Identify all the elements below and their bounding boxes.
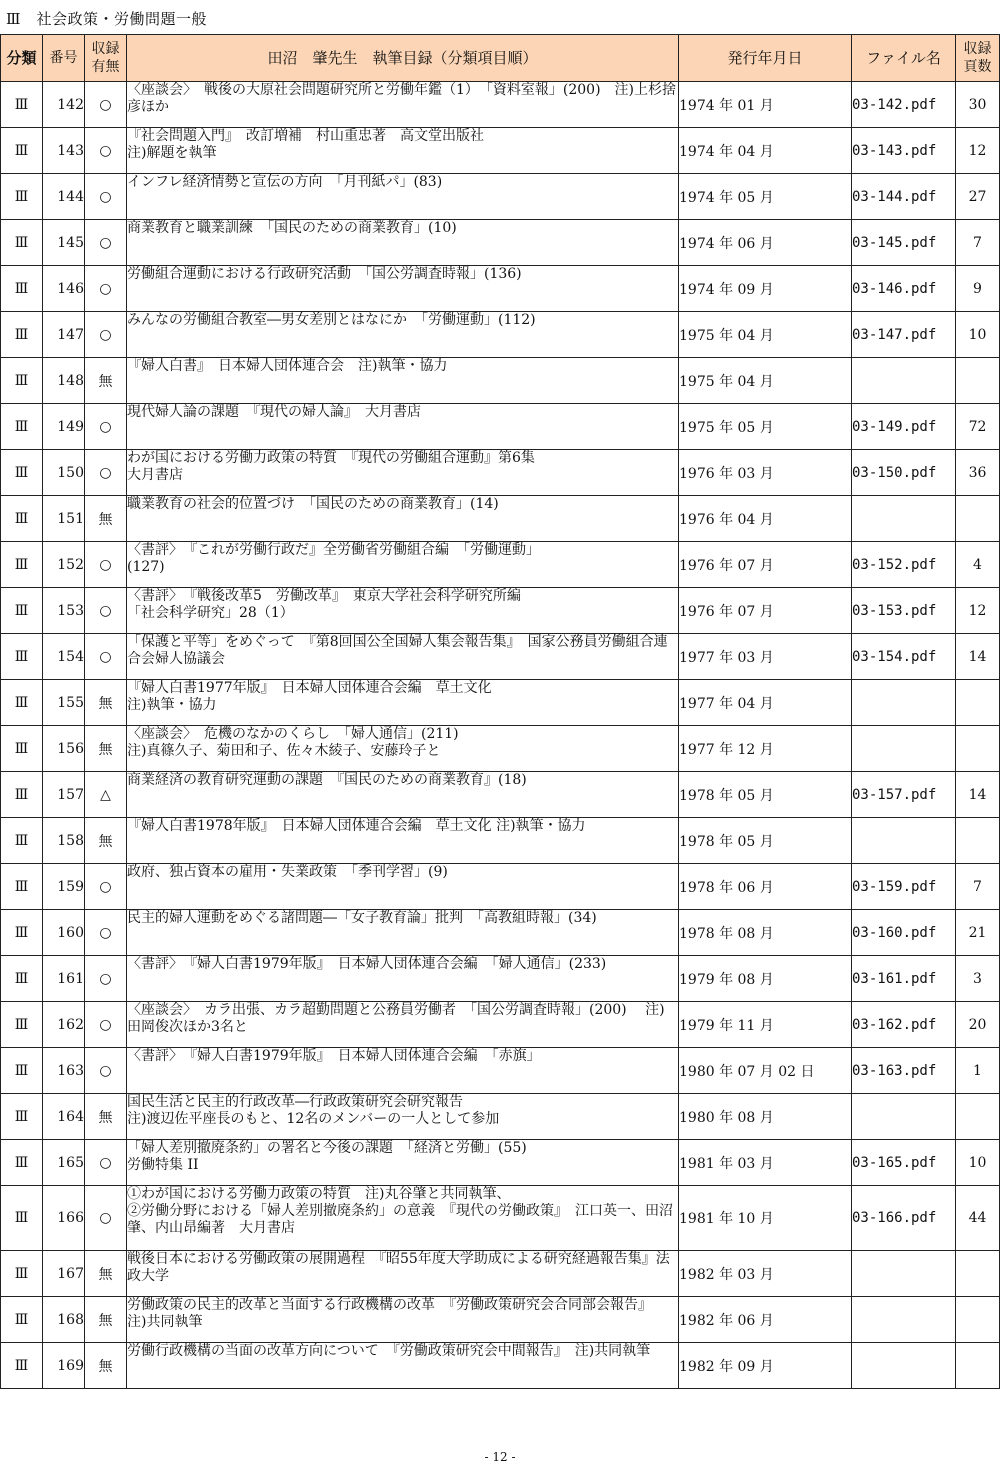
row-number: 165: [43, 1140, 85, 1186]
row-page-count: [956, 1251, 1000, 1297]
row-page-count: 14: [956, 772, 1000, 818]
row-bunrui: Ⅲ: [1, 1251, 43, 1297]
row-page-count: 10: [956, 312, 1000, 358]
section-title: Ⅲ 社会政策・労働問題一般: [6, 10, 207, 28]
table-row: [1, 864, 1000, 910]
row-title: 国民生活と民主的行政改革―行政政策研究会研究報告 注)渡辺佐平座長のもと、12名のメンバーの一人として参加: [127, 1094, 679, 1140]
row-file-name: 03-144.pdf: [852, 174, 956, 220]
row-file-name: 03-142.pdf: [852, 82, 956, 128]
row-date: 1978 年 05 月: [679, 818, 852, 864]
row-bunrui: Ⅲ: [1, 726, 43, 772]
row-title: 現代婦人論の課題 『現代の婦人論』 大月書店: [127, 404, 679, 450]
row-title: 労働政策の民主的改革と当面する行政機構の改革 『労働政策研究会合同部会報告』 注)共同執筆: [127, 1297, 679, 1343]
row-title: 労働行政機構の当面の改革方向について 『労働政策研究会中間報告』 注)共同執筆: [127, 1343, 679, 1389]
row-number: 161: [43, 956, 85, 1002]
table-row: [1, 312, 1000, 358]
row-bunrui: Ⅲ: [1, 128, 43, 174]
table-row: [1, 266, 1000, 312]
row-date: 1979 年 11 月: [679, 1002, 852, 1048]
row-page-count: 72: [956, 404, 1000, 450]
row-date: 1974 年 06 月: [679, 220, 852, 266]
row-file-name: 03-154.pdf: [852, 634, 956, 680]
row-bunrui: Ⅲ: [1, 910, 43, 956]
row-date: 1980 年 08 月: [679, 1094, 852, 1140]
table-row: [1, 588, 1000, 634]
row-bunrui: Ⅲ: [1, 864, 43, 910]
row-date: 1976 年 04 月: [679, 496, 852, 542]
row-date: 1978 年 06 月: [679, 864, 852, 910]
row-number: 166: [43, 1186, 85, 1251]
row-shuroku-mark: ○: [85, 588, 127, 634]
header-shuroku: [85, 35, 127, 82]
table-row: [1, 772, 1000, 818]
table-row: [1, 496, 1000, 542]
row-shuroku-mark: ○: [85, 128, 127, 174]
row-shuroku-mark: ○: [85, 910, 127, 956]
header-file: ファイル名: [852, 35, 956, 82]
row-title: 〈座談会〉 戦後の大原社会問題研究所と労働年鑑（1） 「資料室報」(200) 注)上杉捨彦ほか: [127, 82, 679, 128]
row-file-name: 03-149.pdf: [852, 404, 956, 450]
row-title: 戦後日本における労働政策の展開過程 『昭55年度大学助成による研究経過報告集』法政大学: [127, 1251, 679, 1297]
table-row: [1, 404, 1000, 450]
row-page-count: 4: [956, 542, 1000, 588]
table-row: [1, 174, 1000, 220]
row-number: 147: [43, 312, 85, 358]
row-page-count: [956, 1297, 1000, 1343]
table-row: [1, 680, 1000, 726]
row-page-count: [956, 818, 1000, 864]
row-file-name: [852, 496, 956, 542]
row-file-name: 03-153.pdf: [852, 588, 956, 634]
row-bunrui: Ⅲ: [1, 1002, 43, 1048]
row-date: 1981 年 10 月: [679, 1186, 852, 1251]
row-number: 163: [43, 1048, 85, 1094]
row-bunrui: Ⅲ: [1, 1343, 43, 1389]
table-row: [1, 818, 1000, 864]
page-number: - 12 -: [484, 1450, 516, 1464]
row-file-name: 03-147.pdf: [852, 312, 956, 358]
row-bunrui: Ⅲ: [1, 450, 43, 496]
row-bunrui: Ⅲ: [1, 1140, 43, 1186]
row-date: 1976 年 03 月: [679, 450, 852, 496]
row-title: 商業経済の教育研究運動の課題 『国民のための商業教育』(18): [127, 772, 679, 818]
row-shuroku-mark: ○: [85, 1002, 127, 1048]
row-shuroku-mark: 無: [85, 1251, 127, 1297]
header-pages-line1: 収録: [963, 41, 992, 57]
table-row: [1, 910, 1000, 956]
table-row: [1, 1094, 1000, 1140]
row-shuroku-mark: 無: [85, 818, 127, 864]
row-title: 商業教育と職業訓練 「国民のための商業教育」(10): [127, 220, 679, 266]
row-file-name: [852, 818, 956, 864]
row-page-count: 7: [956, 864, 1000, 910]
row-page-count: 3: [956, 956, 1000, 1002]
row-shuroku-mark: ○: [85, 542, 127, 588]
table-row: [1, 726, 1000, 772]
table-row: [1, 82, 1000, 128]
header-pages: [956, 35, 1000, 82]
row-date: 1979 年 08 月: [679, 956, 852, 1002]
row-number: 144: [43, 174, 85, 220]
row-file-name: 03-161.pdf: [852, 956, 956, 1002]
table-row: [1, 1140, 1000, 1186]
row-file-name: [852, 1094, 956, 1140]
row-title: 『婦人白書』 日本婦人団体連合会 注)執筆・協力: [127, 358, 679, 404]
row-page-count: 36: [956, 450, 1000, 496]
row-number: 160: [43, 910, 85, 956]
row-date: 1977 年 03 月: [679, 634, 852, 680]
row-file-name: [852, 358, 956, 404]
row-date: 1978 年 05 月: [679, 772, 852, 818]
header-shuroku-line1: 収録: [91, 41, 120, 57]
table-row: [1, 1002, 1000, 1048]
row-page-count: 27: [956, 174, 1000, 220]
row-file-name: 03-160.pdf: [852, 910, 956, 956]
row-number: 145: [43, 220, 85, 266]
row-page-count: [956, 680, 1000, 726]
row-title: 〈書評〉 『これが労働行政だ』全労働省労働組合編 「労働運動」 (127): [127, 542, 679, 588]
row-title: みんなの労働組合教室―男女差別とはなにか 「労働運動」(112): [127, 312, 679, 358]
header-shuroku-line2: 有無: [91, 59, 120, 75]
row-number: 169: [43, 1343, 85, 1389]
row-page-count: 20: [956, 1002, 1000, 1048]
row-title: 〈書評〉 『婦人白書1979年版』 日本婦人団体連合会編 「婦人通信」(233): [127, 956, 679, 1002]
row-file-name: 03-162.pdf: [852, 1002, 956, 1048]
header-bango: 番号: [43, 35, 85, 82]
row-shuroku-mark: ○: [85, 956, 127, 1002]
row-number: 148: [43, 358, 85, 404]
header-date: 発行年月日: [679, 35, 852, 82]
row-page-count: 9: [956, 266, 1000, 312]
row-number: 142: [43, 82, 85, 128]
row-title: 『婦人白書1978年版』 日本婦人団体連合会編 草土文化 注)執筆・協力: [127, 818, 679, 864]
table-row: [1, 1251, 1000, 1297]
table-row: [1, 634, 1000, 680]
row-title: 〈座談会〉 危機のなかのくらし 「婦人通信」(211) 注)真篠久子、菊田和子、佐々木綾子、安藤玲子と: [127, 726, 679, 772]
row-page-count: [956, 726, 1000, 772]
row-shuroku-mark: ○: [85, 1048, 127, 1094]
row-date: 1982 年 06 月: [679, 1297, 852, 1343]
table-row: [1, 128, 1000, 174]
row-title: 〈書評〉 『婦人白書1979年版』 日本婦人団体連合会編 「赤旗」: [127, 1048, 679, 1094]
row-bunrui: Ⅲ: [1, 266, 43, 312]
row-shuroku-mark: ○: [85, 634, 127, 680]
row-bunrui: Ⅲ: [1, 82, 43, 128]
table-row: [1, 220, 1000, 266]
row-bunrui: Ⅲ: [1, 1297, 43, 1343]
row-date: 1974 年 01 月: [679, 82, 852, 128]
row-number: 158: [43, 818, 85, 864]
row-file-name: [852, 1251, 956, 1297]
row-shuroku-mark: 無: [85, 680, 127, 726]
row-date: 1975 年 05 月: [679, 404, 852, 450]
row-title: ①わが国における労働力政策の特質 注)丸谷肇と共同執筆、 ②労働分野における「婦人差別撤廃条約」の意義 『現代の労働政策』 江口英一、田沼肇、内山昂編著 大月書店: [127, 1186, 679, 1251]
row-number: 164: [43, 1094, 85, 1140]
row-file-name: 03-145.pdf: [852, 220, 956, 266]
row-number: 154: [43, 634, 85, 680]
row-shuroku-mark: 無: [85, 726, 127, 772]
table-row: [1, 1343, 1000, 1389]
row-file-name: 03-143.pdf: [852, 128, 956, 174]
row-file-name: 03-146.pdf: [852, 266, 956, 312]
row-number: 168: [43, 1297, 85, 1343]
row-title: 労働組合運動における行政研究活動 「国公労調査時報」(136): [127, 266, 679, 312]
row-page-count: 21: [956, 910, 1000, 956]
row-shuroku-mark: ○: [85, 1186, 127, 1251]
row-bunrui: Ⅲ: [1, 220, 43, 266]
row-file-name: 03-150.pdf: [852, 450, 956, 496]
row-bunrui: Ⅲ: [1, 956, 43, 1002]
row-date: 1974 年 05 月: [679, 174, 852, 220]
row-bunrui: Ⅲ: [1, 1186, 43, 1251]
header-title: 田沼 肇先生 執筆目録（分類項目順）: [127, 35, 679, 82]
row-shuroku-mark: 無: [85, 358, 127, 404]
row-date: 1982 年 09 月: [679, 1343, 852, 1389]
row-file-name: 03-157.pdf: [852, 772, 956, 818]
row-file-name: [852, 1343, 956, 1389]
table-row: [1, 1186, 1000, 1251]
row-date: 1974 年 09 月: [679, 266, 852, 312]
table-row: [1, 542, 1000, 588]
header-bunrui: 分類: [1, 35, 43, 82]
row-date: 1977 年 04 月: [679, 680, 852, 726]
row-number: 162: [43, 1002, 85, 1048]
row-title: 民主的婦人運動をめぐる諸問題―「女子教育論」批判 「高教組時報」(34): [127, 910, 679, 956]
header-pages-line2: 頁数: [963, 59, 992, 75]
row-title: 〈座談会〉 カラ出張、カラ超勤問題と公務員労働者 「国公労調査時報」(200) 注)田岡俊次ほか3名と: [127, 1002, 679, 1048]
table-row: [1, 956, 1000, 1002]
table-row: [1, 450, 1000, 496]
row-shuroku-mark: ○: [85, 864, 127, 910]
row-bunrui: Ⅲ: [1, 542, 43, 588]
table-row: [1, 1297, 1000, 1343]
row-date: 1982 年 03 月: [679, 1251, 852, 1297]
row-page-count: [956, 1094, 1000, 1140]
row-bunrui: Ⅲ: [1, 1048, 43, 1094]
row-title: 『婦人白書1977年版』 日本婦人団体連合会編 草土文化 注)執筆・協力: [127, 680, 679, 726]
row-title: 「保護と平等」をめぐって 『第8回国公全国婦人集会報告集』 国家公務員労働組合連合会婦人協議会: [127, 634, 679, 680]
row-shuroku-mark: ○: [85, 404, 127, 450]
row-title: 政府、独占資本の雇用・失業政策 「季刊学習」(9): [127, 864, 679, 910]
row-number: 156: [43, 726, 85, 772]
row-title: 職業教育の社会的位置づけ 「国民のための商業教育」(14): [127, 496, 679, 542]
row-bunrui: Ⅲ: [1, 634, 43, 680]
row-file-name: [852, 1297, 956, 1343]
row-bunrui: Ⅲ: [1, 680, 43, 726]
row-file-name: 03-165.pdf: [852, 1140, 956, 1186]
row-title: インフレ経済情勢と宣伝の方向 「月刊紙パ」(83): [127, 174, 679, 220]
row-number: 153: [43, 588, 85, 634]
row-date: 1980 年 07 月 02 日: [679, 1048, 852, 1094]
row-title: わが国における労働力政策の特質 『現代の労働組合運動』第6集 大月書店: [127, 450, 679, 496]
row-shuroku-mark: △: [85, 772, 127, 818]
row-number: 151: [43, 496, 85, 542]
row-page-count: 44: [956, 1186, 1000, 1251]
row-shuroku-mark: ○: [85, 220, 127, 266]
row-page-count: 1: [956, 1048, 1000, 1094]
row-bunrui: Ⅲ: [1, 588, 43, 634]
row-shuroku-mark: 無: [85, 496, 127, 542]
row-bunrui: Ⅲ: [1, 772, 43, 818]
row-shuroku-mark: ○: [85, 312, 127, 358]
row-shuroku-mark: 無: [85, 1297, 127, 1343]
row-number: 150: [43, 450, 85, 496]
row-date: 1974 年 04 月: [679, 128, 852, 174]
row-page-count: 10: [956, 1140, 1000, 1186]
row-file-name: 03-152.pdf: [852, 542, 956, 588]
row-bunrui: Ⅲ: [1, 174, 43, 220]
row-date: 1981 年 03 月: [679, 1140, 852, 1186]
row-file-name: 03-166.pdf: [852, 1186, 956, 1251]
row-shuroku-mark: ○: [85, 1140, 127, 1186]
row-bunrui: Ⅲ: [1, 818, 43, 864]
row-shuroku-mark: ○: [85, 174, 127, 220]
row-shuroku-mark: ○: [85, 82, 127, 128]
row-title: 「婦人差別撤廃条約」の署名と今後の課題 「経済と労働」(55) 労働特集 II: [127, 1140, 679, 1186]
row-number: 155: [43, 680, 85, 726]
row-bunrui: Ⅲ: [1, 404, 43, 450]
row-page-count: 30: [956, 82, 1000, 128]
row-number: 143: [43, 128, 85, 174]
row-shuroku-mark: 無: [85, 1343, 127, 1389]
row-shuroku-mark: ○: [85, 266, 127, 312]
row-shuroku-mark: ○: [85, 450, 127, 496]
row-title: 『社会問題入門』 改訂増補 村山重忠著 高文堂出版社 注)解題を執筆: [127, 128, 679, 174]
row-shuroku-mark: 無: [85, 1094, 127, 1140]
row-title: 〈書評〉 『戦後改革5 労働改革』 東京大学社会科学研究所編 「社会科学研究」28（1）: [127, 588, 679, 634]
row-bunrui: Ⅲ: [1, 312, 43, 358]
row-bunrui: Ⅲ: [1, 496, 43, 542]
row-page-count: [956, 496, 1000, 542]
row-date: 1978 年 08 月: [679, 910, 852, 956]
table-header-row: [1, 35, 1000, 82]
row-number: 157: [43, 772, 85, 818]
table-row: [1, 1048, 1000, 1094]
row-bunrui: Ⅲ: [1, 1094, 43, 1140]
row-page-count: 12: [956, 588, 1000, 634]
row-number: 159: [43, 864, 85, 910]
row-page-count: 7: [956, 220, 1000, 266]
row-number: 152: [43, 542, 85, 588]
row-page-count: 12: [956, 128, 1000, 174]
table-row: [1, 358, 1000, 404]
row-date: 1976 年 07 月: [679, 588, 852, 634]
row-number: 146: [43, 266, 85, 312]
row-file-name: 03-163.pdf: [852, 1048, 956, 1094]
row-file-name: [852, 680, 956, 726]
row-number: 149: [43, 404, 85, 450]
row-bunrui: Ⅲ: [1, 358, 43, 404]
row-number: 167: [43, 1251, 85, 1297]
row-date: 1977 年 12 月: [679, 726, 852, 772]
row-page-count: [956, 358, 1000, 404]
row-page-count: [956, 1343, 1000, 1389]
row-file-name: 03-159.pdf: [852, 864, 956, 910]
row-page-count: 14: [956, 634, 1000, 680]
row-date: 1975 年 04 月: [679, 312, 852, 358]
catalog-table: [0, 34, 1000, 1389]
row-date: 1976 年 07 月: [679, 542, 852, 588]
row-file-name: [852, 726, 956, 772]
row-date: 1975 年 04 月: [679, 358, 852, 404]
